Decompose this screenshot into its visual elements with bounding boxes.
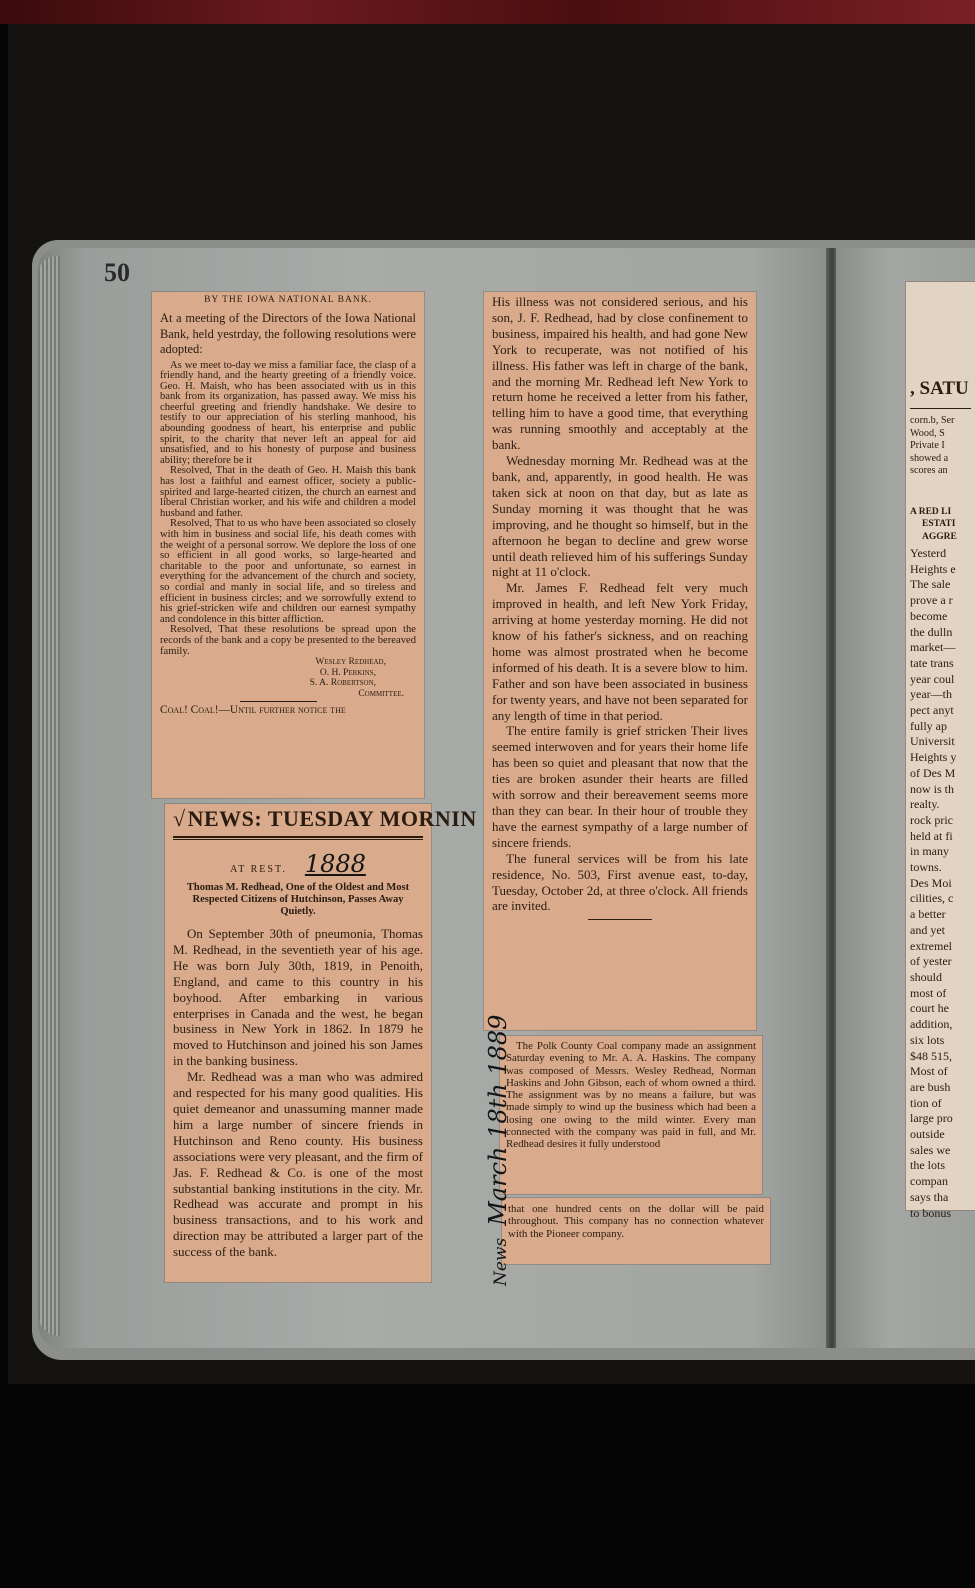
right-gap [910,478,971,506]
right-body-line: Des Moi [910,875,952,890]
right-body-line: compan [910,1174,948,1189]
bank-resolutions-clipping [152,292,424,798]
right-body-line: pect anyt [910,703,954,718]
obituary-paragraph-1: On September 30th of pneumonia, Thomas M. Redhead, in the seventieth year of his age. He was born July 30th, 1819, in Penoith, England, and came to this country in his boyhood. After embarking in various enterprises in Canada and the west, he began business in New York in 1862. In 1879 he moved to Hutchinson and joined his son James in the banking business. [173,926,423,1069]
continuation-paragraph-2: Wednesday morning Mr. Redhead was at the bank, and, apparently, in good health. He was taken sick at noon on that day, but as late as Sunday morning it was thought that he was improving, and he thought so himself, but in the afternoon he began to decline and grew worse until death relieved him of his sufferings Sunday night at 11 o'clock. [492,453,748,580]
right-subhead: A RED LI [910,506,952,517]
right-body-line: outside [910,1127,945,1142]
right-body-line: addition, [910,1017,953,1032]
obituary-clipping [165,804,477,1282]
right-body-line: tate trans [910,655,954,670]
continuation-paragraph-5: The funeral services will be from his late residence, No. 503, First avenue east, to-day, Tuesday, October 2d, at three o'clock. All friends are invited. [492,850,748,914]
right-body-line: realty. [910,797,940,812]
right-body-line: the dulln [910,624,953,639]
right-body-line: six lots [910,1032,945,1047]
right-body-line: of Des M [910,765,956,780]
right-body-line: and yet [910,922,945,937]
handwritten-date: March 18th 1889 [484,1014,512,1226]
masthead-rule-thin [173,839,423,840]
end-rule [588,919,652,920]
right-line: corn.b, Ser [910,415,955,426]
coal-company-clipping-continued [502,1198,770,1264]
coal-line: Coal! Coal!—Until further notice the [160,704,346,717]
right-body-line: in many [910,844,949,859]
right-body-line: are bush [910,1079,951,1094]
page-number: 50 [104,258,130,287]
signatory-4: Committee. [358,688,404,699]
right-body-line: become [910,608,948,623]
signatory-3: S. A. Robertson, [309,678,376,689]
right-body-line: Yesterd [910,546,947,560]
right-body-line: tion of [910,1095,942,1110]
tribute-paragraph: As we meet to-day we miss a familiar face, the clasp of a friendly hand, and the hearty greeting of a friendly voice. Geo. H. Maish, who has been associated with us in this bank from its organization, has passed away. We miss his cheerful greeting and friendly handshake. We desire to testify to our appreciation of his sterling manhood, his abounding goodness of heart, his enterprise and public spirit, to the charity that never left an appeal for aid unsatisfied, and to his honesty of purpose and business ability; therefore be it [160,359,416,466]
right-body-line: Universit [910,734,955,749]
right-body-line: large pro [910,1111,953,1126]
right-subhead: AGGRE [922,531,957,542]
handwritten-year: 1888 [304,850,366,878]
masthead [173,806,477,832]
obituary-subheading: Thomas M. Redhead, One of the Oldest and Most Respected Citizens of Hutchinson, Passes Away Quietly. [186,882,410,917]
right-line: scores an [910,465,948,476]
right-body-line: says tha [910,1189,949,1204]
right-body-line: fully ap [910,718,947,733]
right-body-line: sales we [910,1142,951,1157]
heading-row [173,850,423,878]
right-body-line: market— [910,640,956,655]
right-line: showed a [910,452,949,464]
resolution-1: Resolved, That in the death of Geo. H. Maish this bank has lost a faithful and earnest officer, society a public-spirited and large-hearted citizen, the church an earnest and liberal Christian worker, and his wife and children a model husband and father. [160,465,416,519]
right-body-line: The sale [910,577,951,592]
signatory-2: O. H. Perkins, [319,667,376,678]
coal-company-text: The Polk County Coal company made an assignment Saturday evening to Mr. A. A. Haskins. The company was composed of Messrs. Wesley Redhead, Norman Haskins and John Gibson, each of whom owned a third. The assignment was by no means a failure, but was made simply to wind up the business which had been a losing one owing to the mild winter. Every man connected with the company was paid in full, and Mr. Redhead desires it fully understood [506,1040,756,1151]
right-line: Wood, S [910,427,945,439]
right-body-line: should [910,969,943,984]
right-body-line: of yester [910,954,952,969]
right-body-line: Heights e [910,561,956,576]
right-body-line: cilities, c [910,891,954,906]
obituary-continuation-clipping [484,292,756,1030]
right-rule [910,408,971,409]
right-body-line: now is th [910,781,955,796]
right-body-line: extremel [910,938,952,953]
clipping-heading: BY THE IOWA NATIONAL BANK. [204,295,372,305]
intro-paragraph: At a meeting of the Directors of the Iowa National Bank, held yestrday, the following resolutions were adopted: [160,311,416,356]
top-edge-band [0,0,975,24]
obituary-heading: AT REST. [230,864,287,875]
check-mark: √ [173,806,186,831]
right-body-line: year—th [910,687,952,702]
newspaper-masthead: NEWS: TUESDAY MORNIN [187,806,477,831]
right-body-line: held at fi [910,828,953,843]
obituary-paragraph-2: Mr. Redhead was a man who was admired and respected for his many good qualities. His quiet demeanor and unassuming manner made him a large number of sincere friends in Hutchinson and Reno county. His business associations were very pleasant, and the firm of Jas. F. Redhead & Co. is one of the most substantial banking institutions in the city. Mr. Redhead was accurate and prompt in his business transactions, and to his work and direction may be attributed a larger part of the success of the bank. [173,1069,423,1260]
divider-rule [240,701,317,702]
right-body-line: to bonus [910,1205,952,1220]
right-page-clipping [906,282,975,1220]
right-body-line: court he [910,1001,949,1016]
right-body-line: rock pric [910,812,953,827]
continuation-paragraph-1: His illness was not considered serious, and his son, J. F. Redhead, had by close confinement to business, impaired his health, and had gone New York to recuperate, was not notified of his illness. His father was left in charge of the bank, and the morning Mr. Redhead left New York to return home he received a letter from his father, telling him to have a good time, that everything was running smoothly and acceptably at the bank. [492,294,748,453]
right-body-line: most of [910,985,947,1000]
signatory-1: Wesley Redhead, [315,657,386,668]
coal-company-clipping [500,1036,762,1194]
handwritten-note [484,1014,536,1286]
right-body-line: Most of [910,1064,948,1079]
right-header-fragment: , SATU [910,378,969,399]
right-body-line: Heights y [910,750,957,765]
handwritten-source: News [491,1237,511,1286]
right-body-line: year coul [910,671,955,686]
continuation-paragraph-3: Mr. James F. Redhead felt very much improved in health, and left New York Friday, arriving at home yesterday morning. He did not know of his father's sickness, and on reaching home was almost prostrated when he become informed of his death. It is a severe blow to him. Father and son have been associated in business for twenty years, and have not been separated for any length of time in that period. [492,580,748,723]
masthead-rule [173,836,423,838]
right-body-line: the lots [910,1158,945,1173]
page-edges [38,256,60,1336]
right-line: Private I [910,440,945,451]
right-body-line: towns. [910,860,942,875]
continuation-paragraph-4: The entire family is grief stricken Their lives seemed interwoven and for years their home life has been so quiet and pleasant that now that the ties are broken asunder their hearts are filled with sorrow and their bereavement seems more than they can bear. In their hour of trouble they have the earnest sympathy of a large number of sincere friends. [492,723,748,850]
resolution-3: Resolved, That these resolutions be spread upon the records of the bank and a copy be presented to the bereaved family. [160,624,416,657]
right-body-line: $48 515, [910,1048,952,1063]
right-body-line: a better [910,907,946,922]
right-body-column [910,546,971,1221]
coal-company-continuation: that one hundred cents on the dollar will be paid throughout. This company has no connection whatever with the Pioneer company. [508,1203,764,1240]
right-subhead: ESTATI [922,519,956,529]
resolution-2: Resolved, That to us who have been associated so closely with him in business and social life, his death comes with the weight of a personal sorrow. We deplore the loss of one so efficient in all good works, so large-hearted and charitable to the poor and unfortunate, so earnest in everything for the advancement of the church and society, so cordial and manly in social life, and so tireless and efficient in business circles; and we sorrowfully extend to his grief-stricken wife and children our earnest sympathy and condolence in this bitter affliction. [160,518,416,625]
right-body-line: prove a r [910,593,953,608]
